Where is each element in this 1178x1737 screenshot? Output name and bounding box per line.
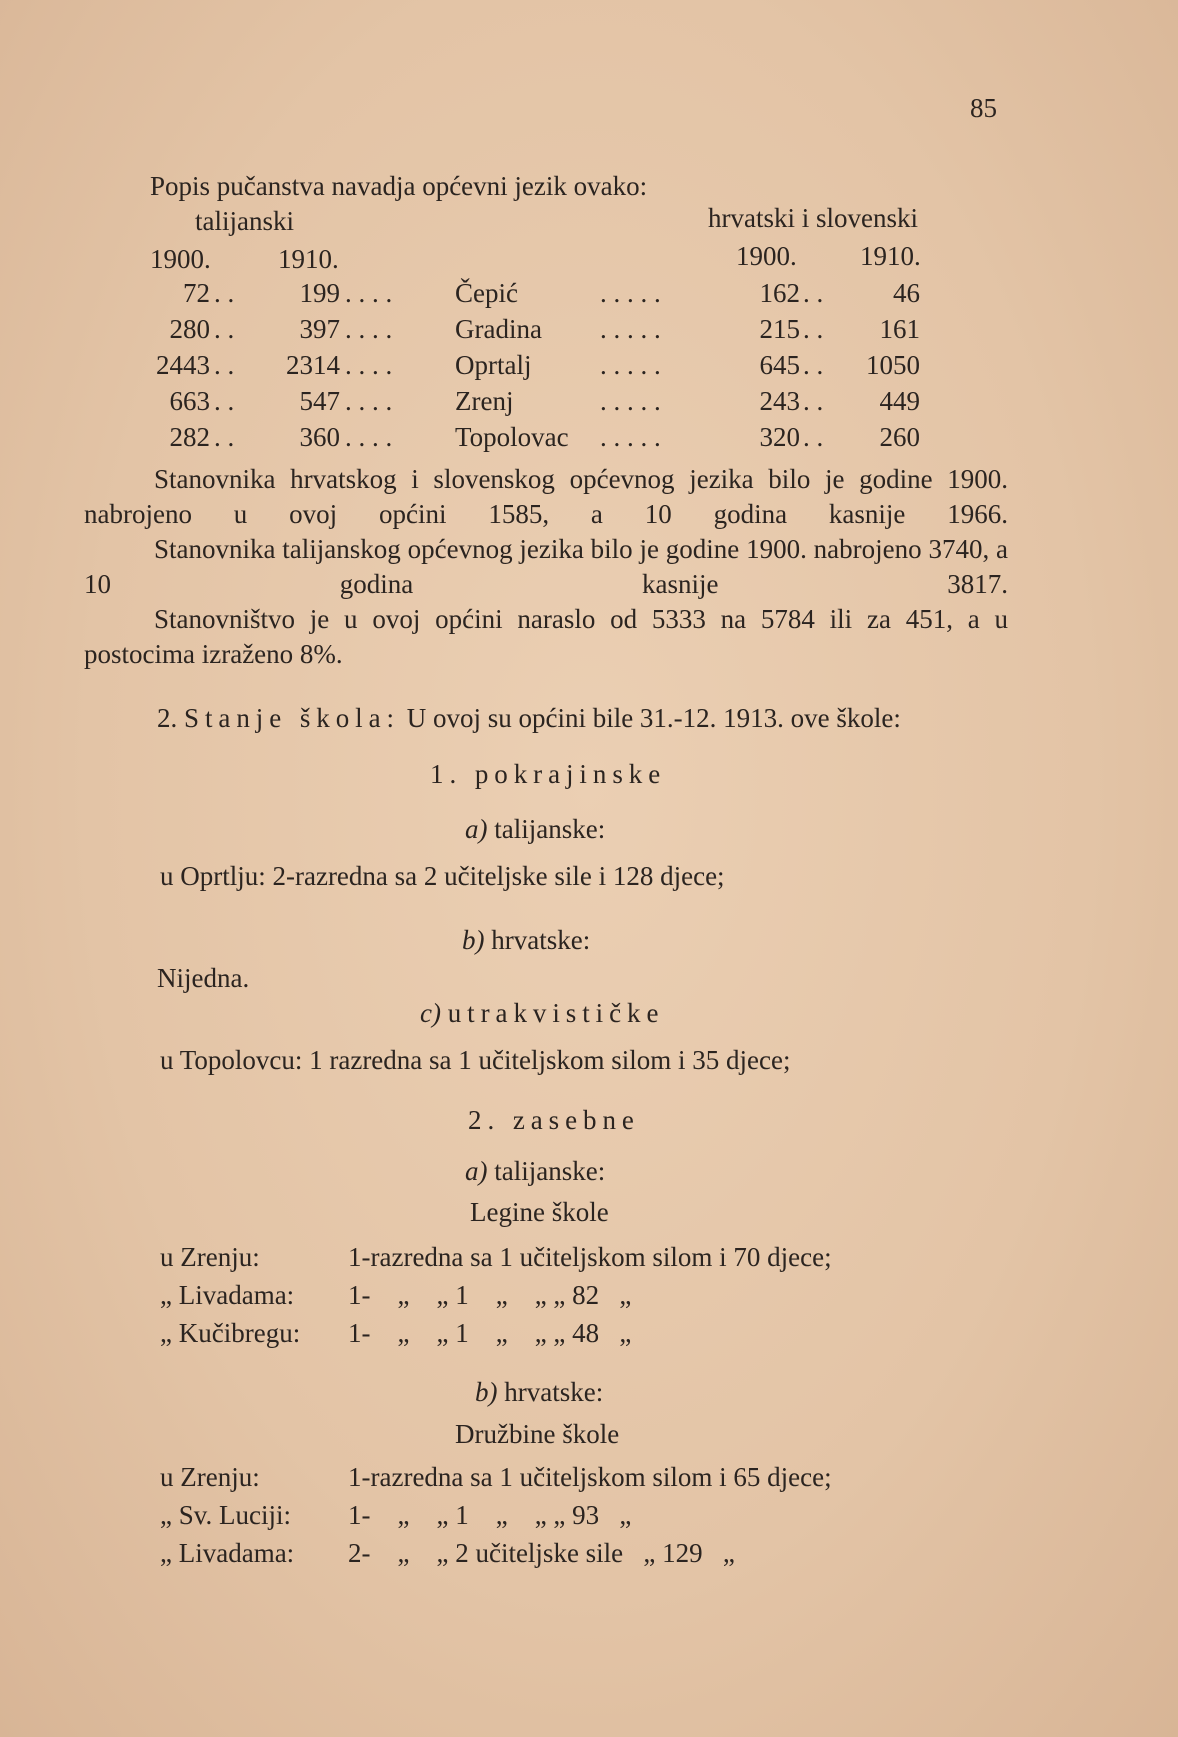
dot-leader: . . . . .	[600, 314, 661, 344]
school-detail: 2- „ „ 2 učiteljske sile „ 129 „	[348, 1538, 735, 1568]
cell-it-1910: 397	[299, 314, 340, 344]
cell-hr-1910: 161	[879, 314, 920, 344]
year-left-1900: 1900.	[150, 244, 211, 274]
cell-it-1900: 280	[169, 314, 210, 344]
dot-leader: . . . .	[345, 386, 393, 416]
cell-hr-1900: 243	[759, 386, 800, 416]
school-place: „ Sv. Luciji:	[160, 1500, 291, 1530]
dot-leader: . .	[803, 314, 824, 344]
dot-leader: . .	[803, 350, 824, 380]
cell-it-1910: 2314	[286, 350, 340, 380]
school-detail: 1- „ „ 1 „ „ „ 82 „	[348, 1280, 632, 1310]
dot-leader: . . . . .	[600, 386, 661, 416]
cell-place: Oprtalj	[455, 350, 532, 380]
provincial-a-line: u Oprtlju: 2-razredna sa 2 učiteljske sile i 128 djece;	[160, 861, 725, 891]
cell-hr-1910: 260	[879, 422, 920, 452]
cell-it-1900: 2443	[156, 350, 210, 380]
school-place: „ Livadama:	[160, 1538, 295, 1568]
cell-it-1900: 72	[183, 278, 210, 308]
dot-leader: . .	[214, 278, 235, 308]
cell-hr-1910: 449	[879, 386, 920, 416]
section-number: 2.	[157, 703, 178, 733]
private-b-subheading: Družbine škole	[455, 1419, 620, 1449]
cell-it-1910: 199	[299, 278, 340, 308]
cell-it-1900: 282	[169, 422, 210, 452]
school-place: u Zrenju:	[160, 1242, 260, 1272]
provincial-c-heading: c) utrakvističke	[420, 998, 665, 1028]
cell-it-1910: 547	[299, 386, 340, 416]
dot-leader: . .	[803, 422, 824, 452]
cell-place: Topolovac	[455, 422, 569, 452]
dot-leader: . . . . .	[600, 278, 661, 308]
year-left-1910: 1910.	[278, 244, 339, 274]
year-right-1900: 1900.	[736, 241, 797, 271]
paragraph-3: Stanovništvo je u ovoj općini naraslo od 5333 na 5784 ili za 451, a u postocima izraženo 8%.	[84, 604, 1008, 669]
cell-hr-1910: 1050	[866, 350, 920, 380]
school-place: u Zrenju:	[160, 1462, 260, 1492]
dot-leader: . .	[214, 422, 235, 452]
provincial-c-line: u Topolovcu: 1 razredna sa 1 učiteljskom silom i 35 djece;	[160, 1045, 791, 1075]
cell-hr-1900: 162	[759, 278, 800, 308]
cell-hr-1900: 215	[759, 314, 800, 344]
dot-leader: . . . .	[345, 278, 393, 308]
dot-leader: . .	[214, 314, 235, 344]
dot-leader: . . . . .	[600, 422, 661, 452]
provincial-heading: 1. pokrajinske	[430, 759, 667, 789]
paragraph-2: Stanovnika talijanskog općevnog jezika bilo je godine 1900. nabrojeno 3740, a 10 godina kasnije 3817.	[84, 534, 1008, 599]
cell-hr-1910: 46	[893, 278, 920, 308]
page-number: 85	[970, 93, 997, 123]
provincial-a-heading: a) talijanske:	[465, 814, 606, 844]
school-detail: 1- „ „ 1 „ „ „ 93 „	[348, 1500, 632, 1530]
cell-it-1910: 360	[299, 422, 340, 452]
table-group-right: hrvatski i slovenski	[708, 203, 918, 233]
school-detail: 1- „ „ 1 „ „ „ 48 „	[348, 1318, 632, 1348]
dot-leader: . . . . .	[600, 350, 661, 380]
section-title: Stanje škola:	[184, 703, 400, 733]
school-detail: 1-razredna sa 1 učiteljskom silom i 70 djece;	[348, 1242, 832, 1272]
paragraph-1: Stanovnika hrvatskog i slovenskog općevnog jezika bilo je godine 1900. nabrojeno u ovoj općini 1585, a 10 godina kasnije 1966.	[84, 464, 1008, 529]
dot-leader: . . . .	[345, 314, 393, 344]
private-a-heading: a) talijanske:	[465, 1156, 606, 1186]
cell-place: Čepić	[455, 278, 518, 308]
dot-leader: . . . .	[345, 422, 393, 452]
school-detail: 1-razredna sa 1 učiteljskom silom i 65 djece;	[348, 1462, 832, 1492]
year-right-1910: 1910.	[860, 241, 921, 271]
table-group-left: talijanski	[195, 206, 294, 236]
schools-heading-line	[157, 702, 901, 734]
private-heading: 2. zasebne	[468, 1105, 640, 1135]
provincial-b-heading: b) hrvatske:	[462, 925, 591, 955]
cell-hr-1900: 645	[759, 350, 800, 380]
dot-leader: . .	[803, 386, 824, 416]
section-text: U ovoj su općini bile 31.-12. 1913. ove škole:	[406, 703, 901, 733]
dot-leader: . .	[803, 278, 824, 308]
dot-leader: . .	[214, 386, 235, 416]
cell-place: Zrenj	[455, 386, 514, 416]
provincial-b-line: Nijedna.	[157, 963, 250, 993]
private-a-subheading: Legine škole	[470, 1197, 609, 1227]
intro-line: Popis pučanstva navadja općevni jezik ovako:	[150, 171, 648, 201]
dot-leader: . .	[214, 350, 235, 380]
school-place: „ Kučibregu:	[160, 1318, 301, 1348]
dot-leader: . . . .	[345, 350, 393, 380]
cell-hr-1900: 320	[759, 422, 800, 452]
school-place: „ Livadama:	[160, 1280, 295, 1310]
cell-it-1900: 663	[169, 386, 210, 416]
private-b-heading: b) hrvatske:	[475, 1377, 604, 1407]
cell-place: Gradina	[455, 314, 542, 344]
